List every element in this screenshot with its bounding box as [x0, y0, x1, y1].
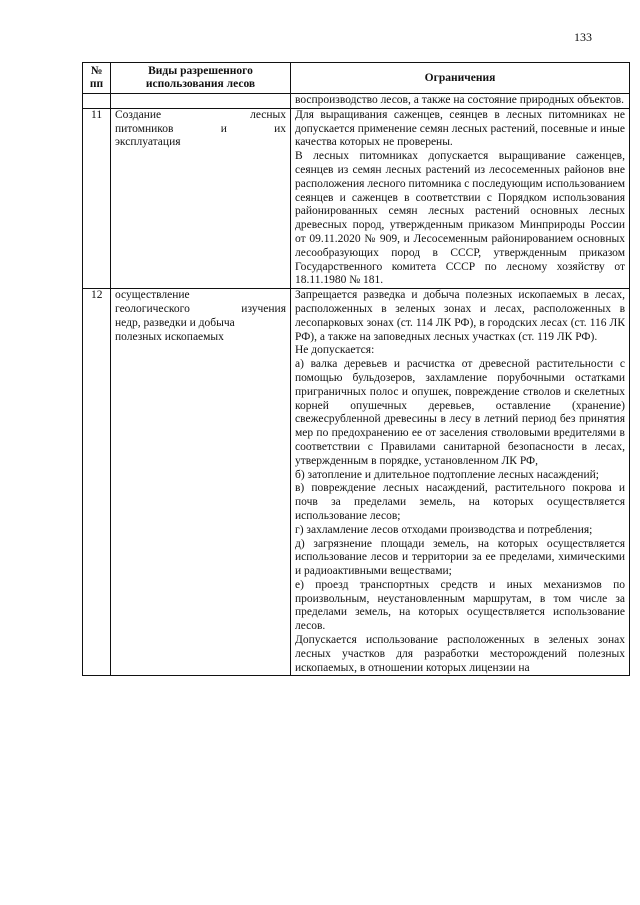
header-usage-type	[111, 63, 291, 94]
row-12-paragraph-2: Не допускается:	[295, 344, 375, 357]
continuation-paragraph: воспроизводство лесов, а также на состояние природных объектов.	[295, 94, 625, 106]
table-row-11	[83, 108, 630, 288]
row-12-type-line-2b: изучения	[241, 302, 286, 315]
header-usage-type-line1: Виды разрешенного	[148, 65, 253, 77]
row-11-type-line-1a: Создание	[115, 108, 162, 121]
row-12-item-c: в) повреждение лесных насаждений, растительного покрова и почв за пределами земель, на которых осуществляется использование лесов;	[295, 482, 625, 522]
row-11-paragraph-1: Для выращивания саженцев, сеянцев в лесных питомниках не допускается применение семян лесных растений, посевные и иные качества которых не проверены.	[295, 108, 625, 149]
row-12-usage-type	[111, 289, 291, 676]
page-number: 133	[574, 30, 592, 44]
row-11-type-line-3: эксплуатация	[115, 136, 181, 149]
row-12-restrictions	[291, 289, 630, 676]
row-11-type-line-2a: питомников	[115, 122, 174, 135]
continuation-text	[291, 94, 630, 109]
row-12-item-b: б) затопление и длительное подтопление лесных насаждений;	[295, 468, 599, 481]
continuation-type-cell	[111, 94, 291, 109]
header-number	[83, 63, 111, 94]
row-12-type-line-2a: геологического	[115, 302, 190, 315]
row-12-type-line-1: осуществление	[115, 289, 190, 302]
row-12-item-f: е) проезд транспортных средств и иных механизмов по произвольным, неустановленным маршрутам, в том числе за пределами земель, на которых осуществляется использование лесов.	[295, 578, 625, 633]
row-12-type-line-4: полезных ископаемых	[115, 330, 224, 343]
row-11-type-line-2c: их	[274, 122, 286, 135]
header-usage-type-line2: использования лесов	[145, 78, 256, 90]
continuation-number-cell	[83, 94, 111, 109]
header-number-line2: пп	[89, 78, 104, 90]
row-11-type-line-1b: лесных	[250, 108, 286, 121]
row-12-type-line-3: недр, разведки и добыча	[115, 316, 235, 329]
row-12-item-e: д) загрязнение площади земель, на которых осуществляется использование лесов и территории за ее пределами, химическими и радиоактивными веществами;	[295, 537, 625, 578]
row-12-item-d: г) захламление лесов отходами производства и потребления;	[295, 523, 593, 536]
header-number-line1: №	[90, 65, 103, 77]
row-12-item-a: а) валка деревьев и расчистка от древесной растительности с помощью бульдозеров, захламление порубочными остатками приграничных полос и опушек, повреждение стволов и скелетных корней опушечных деревьев, оставление (хранение) свежесрубленной древесины в лесу в летний период без принятия мер по предохранению ее от заселения стволовыми вредителями в соответствии с Правилами санитарной безопасности в лесах, утвержденным в порядке, установленном ЛК РФ,	[295, 358, 625, 467]
table-header-row	[83, 63, 630, 94]
table-row-12	[83, 289, 630, 676]
header-restrictions: Ограничения	[291, 63, 630, 94]
row-11-type-line-2	[115, 123, 286, 137]
row-11-type-line-2b: и	[220, 122, 227, 135]
table-row-continuation	[83, 94, 630, 109]
restrictions-table	[82, 62, 630, 676]
row-12-type-line-2	[115, 303, 286, 317]
row-12-number: 12	[83, 289, 111, 676]
row-11-usage-type	[111, 108, 291, 288]
row-12-paragraph-1: Запрещается разведка и добыча полезных ископаемых в лесах, расположенных в зеленых зонах и лесах, расположенных в лесопарковых зонах (ст. 114 ЛК РФ), в городских лесах (ст. 116 ЛК РФ), а также на заповедных лесных участках (ст. 119 ЛК РФ).	[295, 289, 625, 343]
row-12-paragraph-last: Допускается использование расположенных в зеленых зонах лесных участков для разработки месторождений полезных ископаемых, в отношении которых лицензии на	[295, 634, 625, 674]
row-11-number: 11	[83, 108, 111, 288]
row-11-paragraph-2: В лесных питомниках допускается выращивание саженцев, сеянцев из семян лесных растений из лесосеменных районов вне расположения лесного питомника с последующим использованием сеянцев и саженцев в соответствии с Порядком использования районированных семян лесных растений основных лесных древесных пород, утвержденным приказом Минприроды России от 09.11.2020 № 909, и Лесосеменным районированием основных лесообразующих пород в СССР, утвержденным приказом Государственного комитета СССР по лесному хозяйству от 18.11.1980 № 181.	[295, 150, 625, 287]
row-11-restrictions	[291, 108, 630, 288]
row-11-type-line-1	[115, 109, 286, 123]
